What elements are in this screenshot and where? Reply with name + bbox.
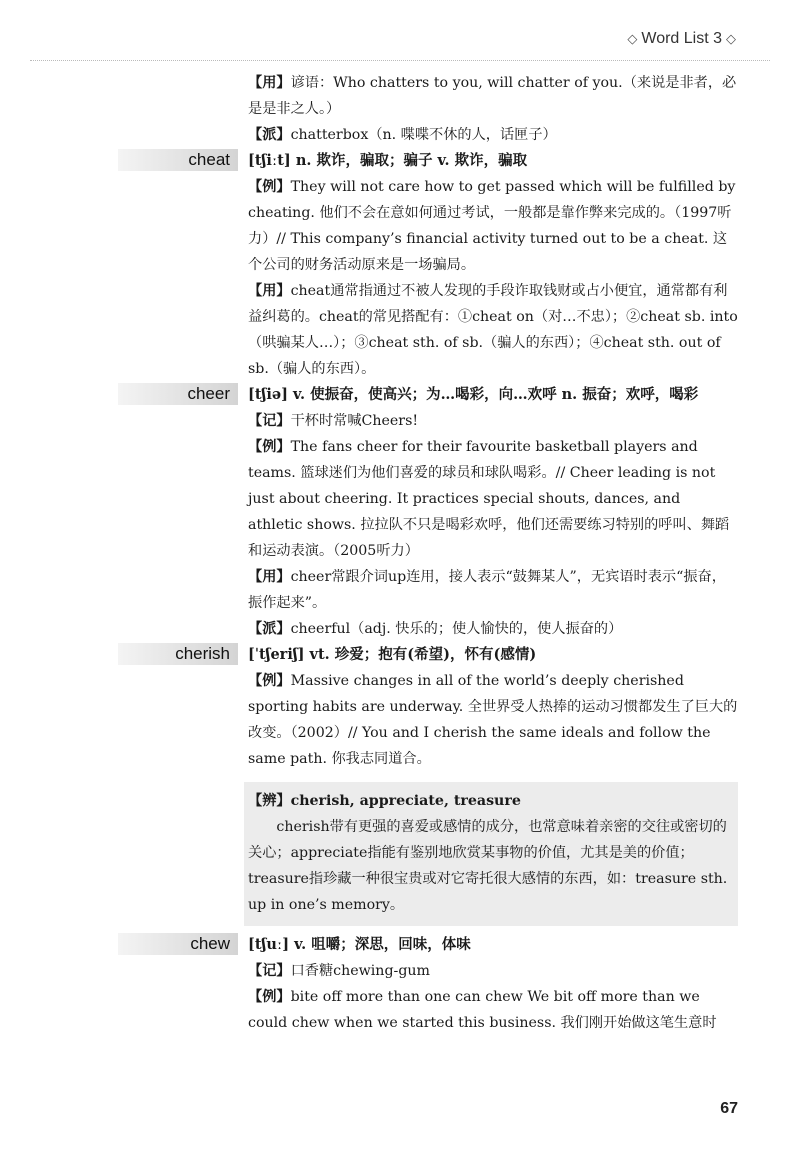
phonetic-definition: [tʃiə] v. 使振奋，使高兴；为…喝彩，向…欢呼 n. 振奋；欢呼，喝彩 — [248, 386, 699, 403]
example-note: 【例】Massive changes in all of the world’s deeply cherished sporting habits are underway. 全世界受人热捧的运动习惯都发生了巨大的改变。（2002）// You and I cherish the same ideals and follow the same path. 你我志同道合。 — [248, 673, 738, 767]
entry-cheat — [188, 148, 738, 382]
example-note: 【例】The fans cheer for their favourite basketball players and teams. 篮球迷们为他们喜爱的球员和球队喝彩。// Cheer leading is not just about cheering. It practices special shouts, dances, and athletic shows. 拉拉队不只是喝彩欢呼，他们还需要练习特别的呼叫、舞蹈和运动表演。（2005听力） — [248, 439, 730, 559]
header-rule — [30, 60, 770, 61]
distinction-title: 【辨】cherish, appreciate, treasure — [248, 793, 521, 809]
distinction-text: cherish带有更强的喜爱或感情的成分，也常意味着亲密的交往或密切的关心；appreciate指能有鉴别地欣赏某事物的价值，尤其是美的价值；treasure指珍藏一种很宝贵或对它寄托很大感情的东西，如：treasure sth. up in one’s memory。 — [248, 819, 728, 913]
usage-note: 【用】谚语：Who chatters to you, will chatter of you.（来说是非者，必是是非之人。） — [248, 75, 737, 117]
running-header — [623, 30, 740, 48]
usage-note: 【用】cheer常跟介词up连用，接人表示“鼓舞某人”，无宾语时表示“振奋，振作起来”。 — [248, 569, 726, 611]
memory-note: 【记】干杯时常喊Cheers! — [248, 413, 419, 429]
phonetic-definition: [tʃuː] v. 咀嚼；深思，回味，体味 — [248, 936, 471, 953]
page-number: 67 — [720, 1100, 738, 1117]
example-note: 【例】bite off more than one can chew We bit off more than we could chew when we started this business. 我们刚开始做这笔生意时 — [248, 989, 717, 1031]
diamond-outline-icon: ◇ — [726, 31, 736, 46]
headword-chew: chew — [118, 933, 238, 955]
entry-cherish — [175, 642, 738, 926]
distinction-box — [244, 782, 738, 926]
derivative-note: 【派】chatterbox（n. 喋喋不休的人，话匣子） — [248, 127, 557, 143]
derivative-note: 【派】cheerful（adj. 快乐的；使人愉快的，使人振奋的） — [248, 621, 623, 637]
phonetic-definition: [ˈtʃeriʃ] vt. 珍爱；抱有(希望)，怀有(感情) — [248, 646, 537, 663]
phonetic-definition: [tʃiːt] n. 欺诈，骗取；骗子 v. 欺诈，骗取 — [248, 152, 528, 169]
headword-cheat: cheat — [118, 149, 238, 171]
diamond-outline-icon: ◇ — [627, 31, 638, 46]
dictionary-content — [175, 70, 738, 1036]
headword-cherish: cherish — [118, 643, 238, 665]
entry-chew — [190, 932, 738, 1036]
headword-cheer: cheer — [118, 383, 238, 405]
example-note: 【例】They will not care how to get passed which will be fulfilled by cheating. 他们不会在意如何通过考试，一般都是靠作弊来完成的。（1997听力）// This company’s financial activity turned out to be a cheat. 这个公司的财务活动原来是一场骗局。 — [248, 179, 736, 273]
usage-note: 【用】cheat通常指通过不被人发现的手段诈取钱财或占小便宜，通常都有利益纠葛的。cheat的常见搭配有：①cheat on（对…不忠）；②cheat sb. into（哄骗某人…）；③cheat sth. of sb.（骗人的东西）；④cheat sth. out of sb.（骗人的东西）。 — [248, 283, 738, 377]
running-header-title: Word List 3 — [641, 30, 722, 47]
entry-cheer — [187, 382, 738, 642]
memory-note: 【记】口香糖chewing-gum — [248, 963, 430, 979]
